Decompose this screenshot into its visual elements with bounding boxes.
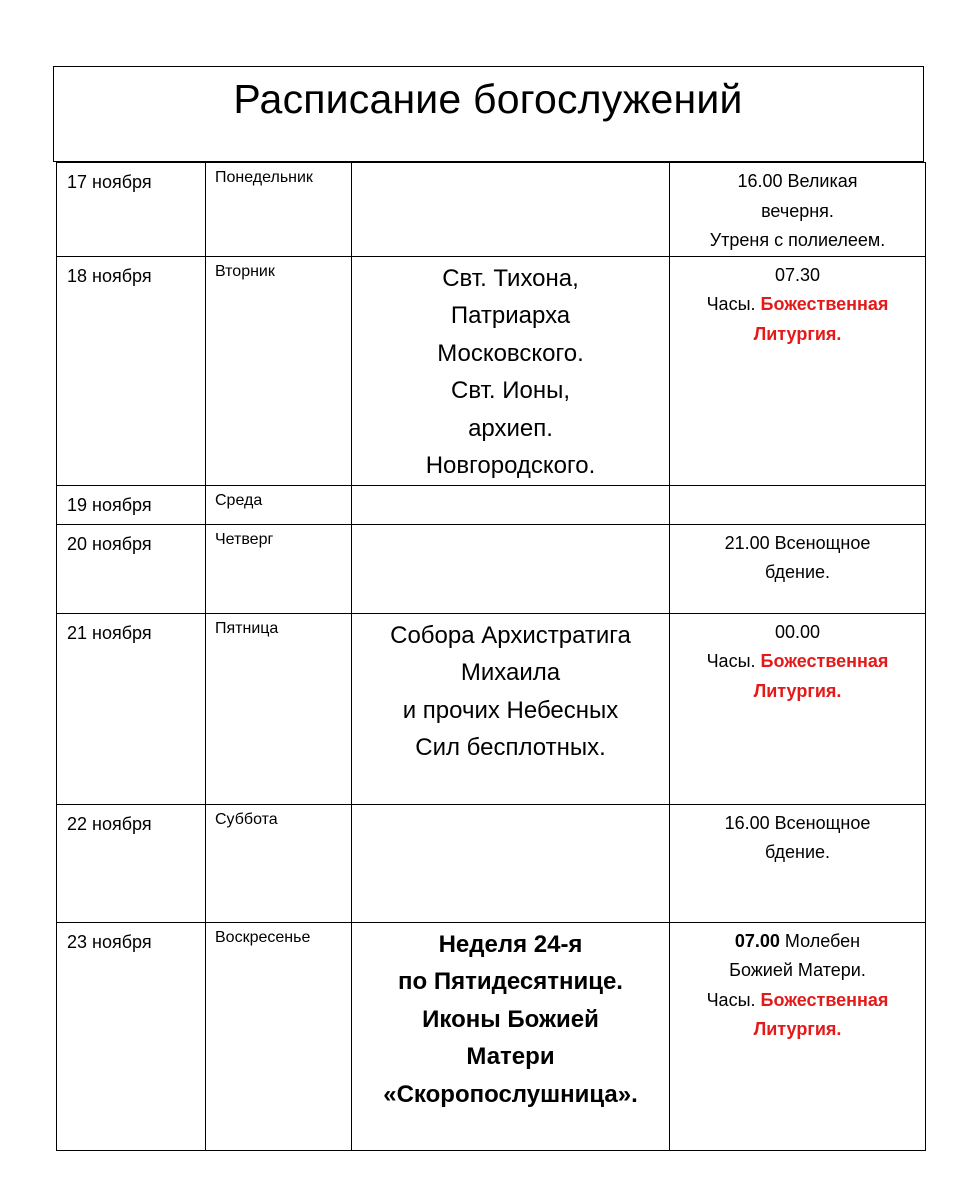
page-title: Расписание богослужений xyxy=(233,76,743,122)
service-text: 16.00 Великая xyxy=(737,171,858,191)
service-line xyxy=(670,956,925,986)
date-cell: 19 ноября xyxy=(57,485,206,524)
date-cell: 17 ноября xyxy=(57,163,206,257)
weekday-cell: Среда xyxy=(206,485,352,524)
table-row xyxy=(57,922,926,1150)
service-text: вечерня. xyxy=(761,200,834,221)
feast-line: Свт. Ионы, xyxy=(451,377,570,404)
liturgy-highlight: Божественная xyxy=(760,651,889,671)
service-line xyxy=(670,1015,925,1045)
weekday-cell: Вторник xyxy=(206,256,352,485)
feast-cell xyxy=(352,524,670,613)
feast-cell xyxy=(352,804,670,922)
feast-line: Иконы Божией xyxy=(422,1005,599,1033)
liturgy-highlight: Литургия. xyxy=(753,1019,842,1039)
feast-cell xyxy=(352,163,670,257)
weekday-cell: Четверг xyxy=(206,524,352,613)
service-line xyxy=(670,677,925,707)
service-cell xyxy=(670,163,926,257)
service-text: 00.00 xyxy=(774,621,821,642)
service-line xyxy=(670,320,925,350)
feast-line: и прочих Небесных xyxy=(402,696,619,724)
service-text: Часы. xyxy=(706,989,761,1010)
schedule-table xyxy=(56,162,926,1151)
service-line xyxy=(670,197,925,227)
table-row xyxy=(57,804,926,922)
table-row xyxy=(57,163,926,257)
service-line xyxy=(670,226,925,256)
feast-line: Патриарха xyxy=(450,302,571,329)
service-line xyxy=(670,986,925,1016)
weekday-cell: Понедельник xyxy=(206,163,352,257)
table-row xyxy=(57,613,926,804)
feast-cell xyxy=(352,922,670,1150)
feast-cell xyxy=(352,613,670,804)
service-cell xyxy=(670,524,926,613)
weekday-cell: Суббота xyxy=(206,804,352,922)
table-row xyxy=(57,256,926,485)
service-text: 07.00 xyxy=(734,930,780,951)
feast-cell xyxy=(352,485,670,524)
feast-line: Неделя 24-я xyxy=(438,930,583,958)
feast-line: по Пятидесятнице. xyxy=(398,968,623,995)
service-text: 07.30 xyxy=(774,264,821,285)
liturgy-highlight: Божественная xyxy=(760,989,889,1010)
date-cell: 23 ноября xyxy=(57,922,206,1150)
service-cell xyxy=(670,256,926,485)
date-cell: 21 ноября xyxy=(57,613,206,804)
service-text: бдение. xyxy=(764,842,831,862)
service-text: Молебен xyxy=(779,930,861,951)
service-line xyxy=(670,618,925,648)
service-line xyxy=(670,290,925,320)
feast-line: Михаила xyxy=(460,659,561,686)
weekday-cell: Пятница xyxy=(206,613,352,804)
feast-line: Новгородского. xyxy=(425,452,596,479)
date-cell: 20 ноября xyxy=(57,524,206,613)
service-cell xyxy=(670,804,926,922)
feast-line: Свт. Тихона, xyxy=(442,264,579,292)
service-text: 21.00 Всенощное xyxy=(724,532,871,553)
feast-line: Сил бесплотных. xyxy=(415,734,606,761)
service-text: Часы. xyxy=(706,294,761,314)
service-cell xyxy=(670,613,926,804)
liturgy-highlight: Божественная xyxy=(760,294,889,314)
service-line xyxy=(670,261,925,291)
service-line xyxy=(670,838,925,868)
service-text: 16.00 Всенощное xyxy=(724,812,871,833)
feast-line: «Скоропослушница». xyxy=(383,1080,638,1108)
feast-line: архиеп. xyxy=(468,414,553,442)
feast-line: Собора Архистратига xyxy=(390,621,631,649)
service-text: Часы. xyxy=(706,651,761,671)
service-line xyxy=(670,927,925,957)
feast-line: Московского. xyxy=(437,339,584,367)
service-line xyxy=(670,647,925,677)
service-text: бдение. xyxy=(764,562,831,582)
feast-cell xyxy=(352,256,670,485)
service-text: Утреня с полиелеем. xyxy=(709,230,886,250)
service-text: Божией Матери. xyxy=(729,960,866,980)
date-cell: 22 ноября xyxy=(57,804,206,922)
service-line xyxy=(670,809,925,839)
feast-line: Матери xyxy=(466,1043,555,1070)
service-line xyxy=(670,167,925,197)
service-line xyxy=(670,558,925,588)
weekday-cell: Воскресенье xyxy=(206,922,352,1150)
liturgy-highlight: Литургия. xyxy=(753,680,842,701)
table-row xyxy=(57,485,926,524)
service-line xyxy=(670,529,925,559)
table-row xyxy=(57,524,926,613)
service-cell xyxy=(670,922,926,1150)
date-cell: 18 ноября xyxy=(57,256,206,485)
service-cell xyxy=(670,485,926,524)
liturgy-highlight: Литургия. xyxy=(753,323,842,344)
